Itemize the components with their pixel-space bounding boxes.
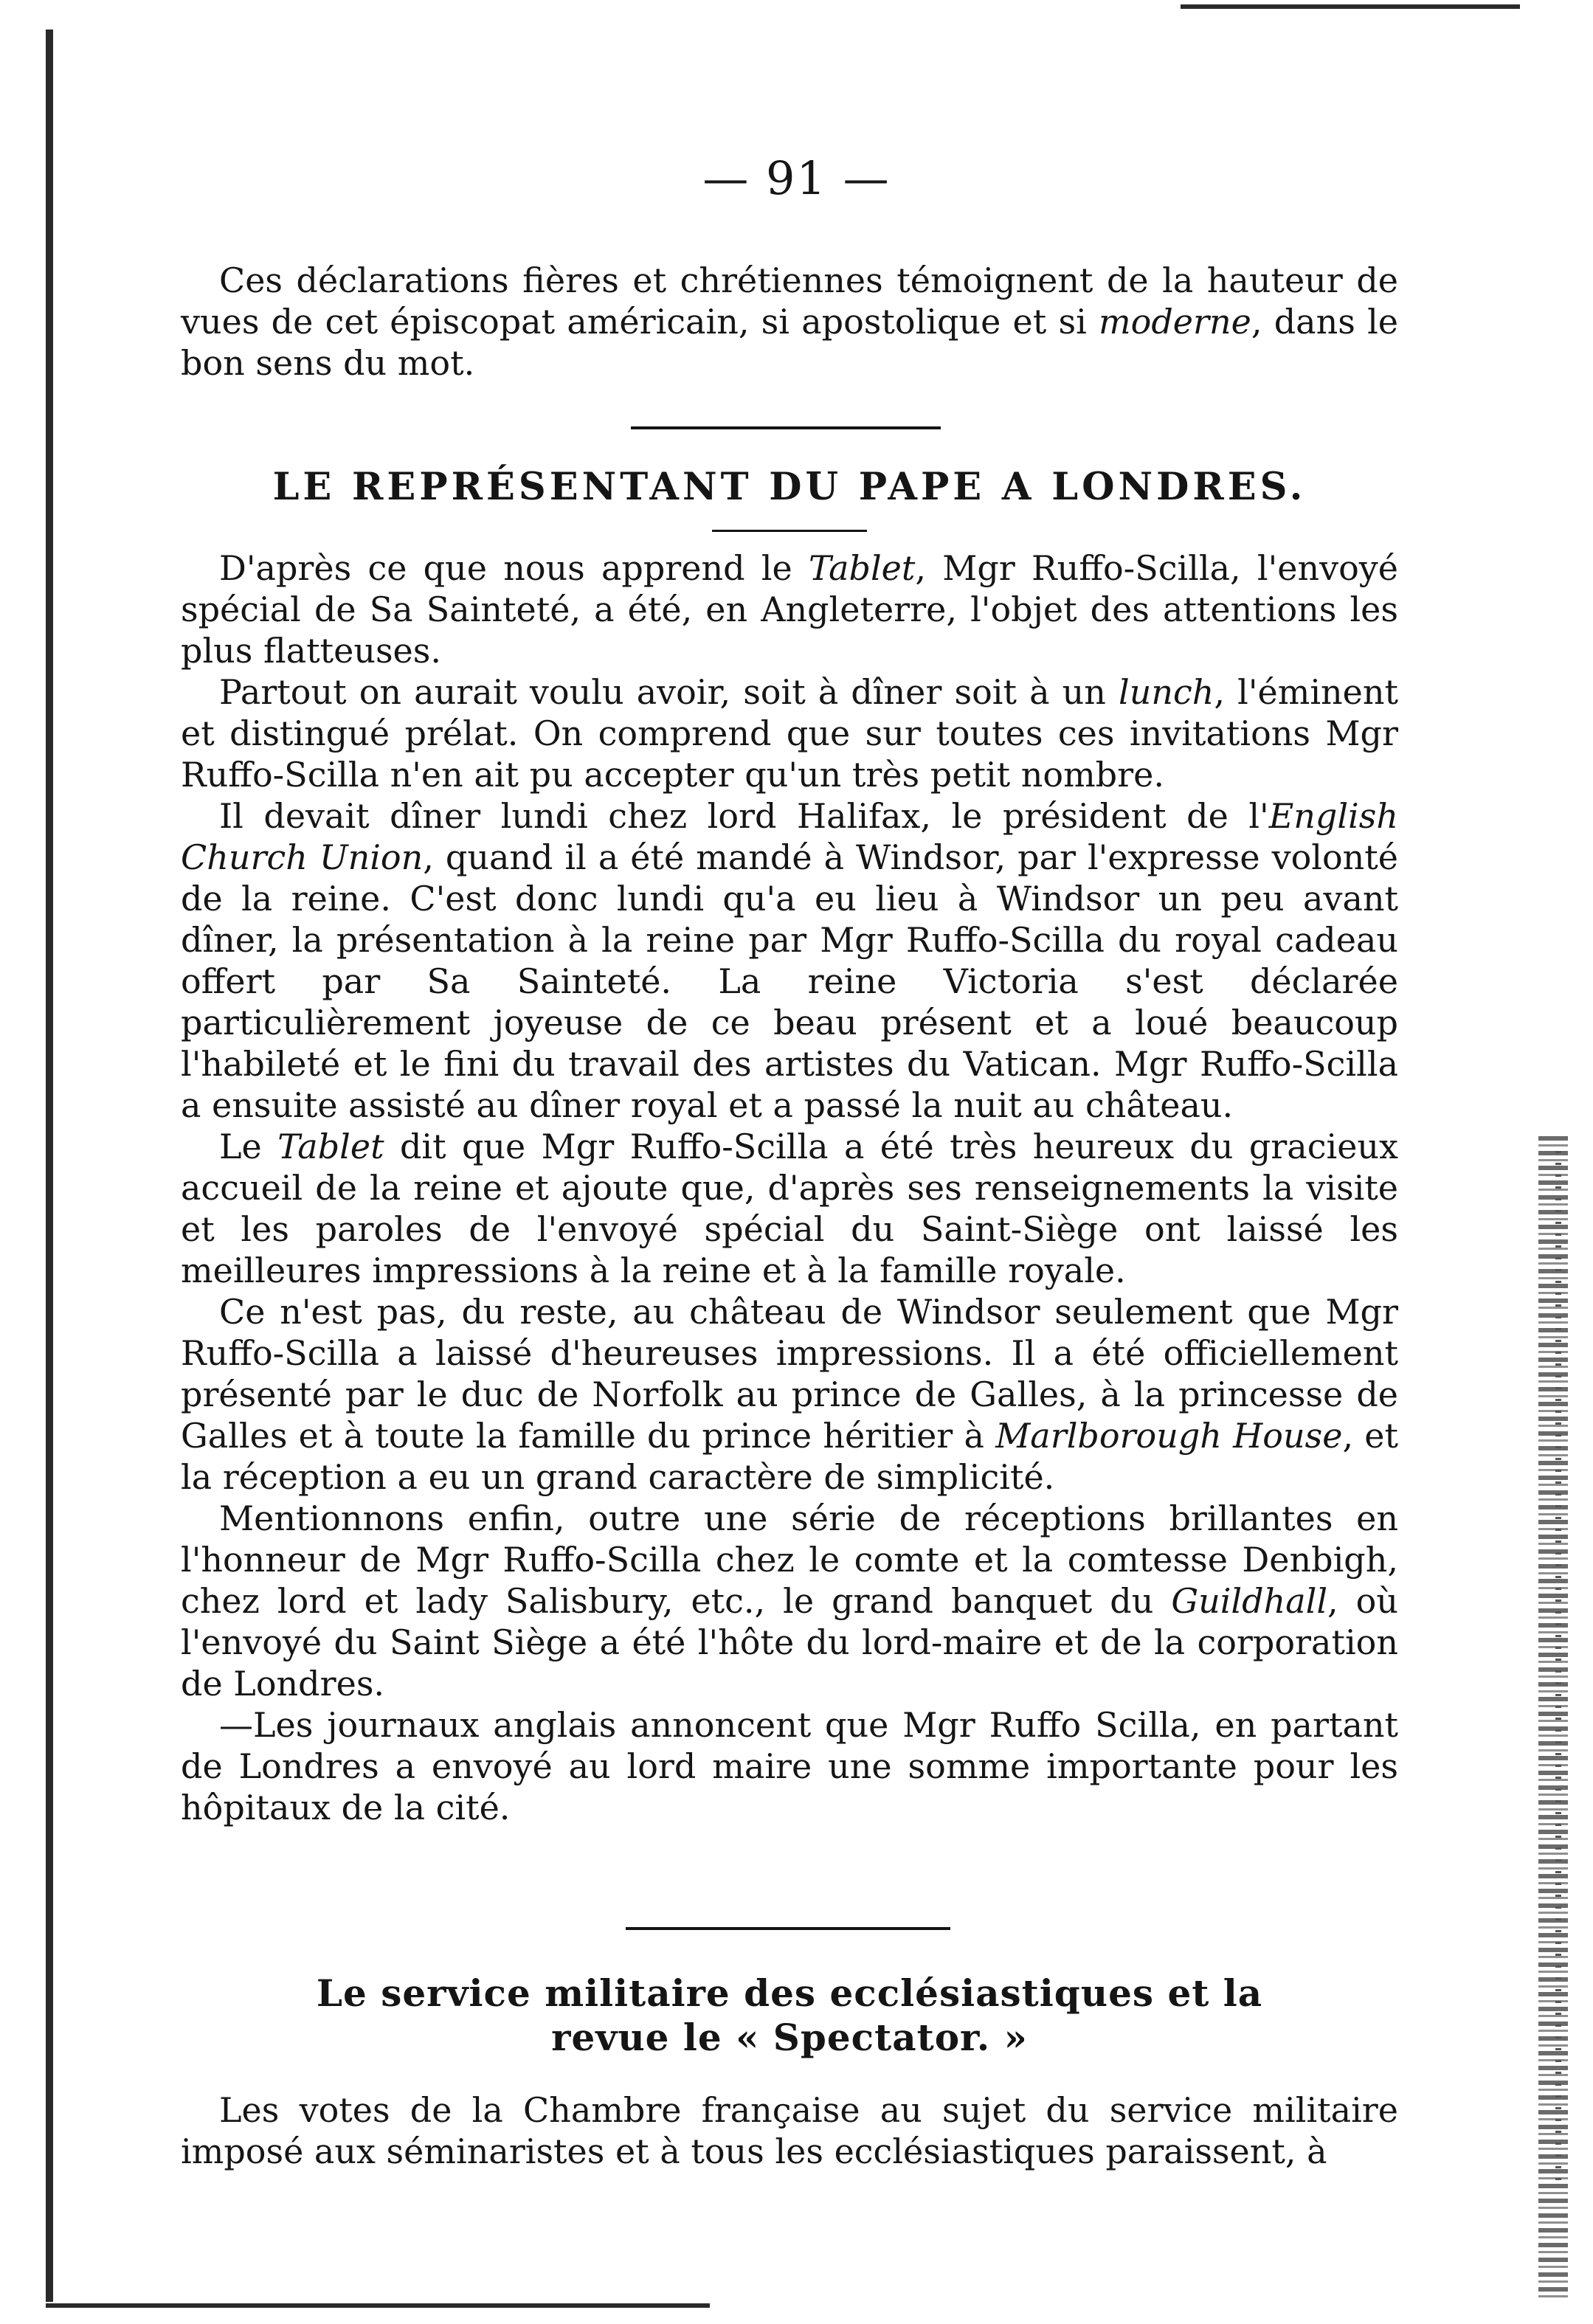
section2-body: [181, 2089, 1398, 2172]
intro-text-2: , dans le bon sens du mot.: [181, 302, 1399, 383]
scan-left-edge: [46, 30, 53, 2302]
section2-paragraph-1: Les votes de la Chambre française au sujet du service militaire imposé aux séminaristes et à tous les ecclésiastiques paraissent, à: [181, 2090, 1398, 2171]
section1-paragraph-3: Il devait dîner lundi chez lord Halifax, le président de l'English Church Union, quand il a été mandé à Windsor, par l'expresse volonté de la reine. C'est donc lundi qu'a eu lieu à Windsor un peu avant dîner, la présentation à la reine par Mgr Ruffo-Scilla du royal cadeau offert par Sa Sainteté. La reine Victoria s'est déclarée particulièrement joyeuse de ce beau présent et a loué beaucoup l'habileté et le fini du travail des artistes du Vatican. Mgr Ruffo-Scilla a ensuite assisté au dîner royal et a passé la nuit au château.: [181, 796, 1399, 1125]
scan-right-edge-dots: [1555, 1151, 1561, 2184]
page-number: — 91 —: [702, 151, 891, 205]
section1-paragraph-2: Partout on aurait voulu avoir, soit à dîner soit à un lunch, l'éminent et distingué prélat. On comprend que sur toutes ces invitations Mgr Ruffo-Scilla n'en ait pu accepter qu'un très petit nombre.: [181, 672, 1399, 795]
section1-body: [181, 547, 1398, 1828]
section1-paragraph-1: D'après ce que nous apprend le Tablet, Mgr Ruffo-Scilla, l'envoyé spécial de Sa Sainteté, a été, en Angleterre, l'objet des attentions les plus flatteuses.: [181, 548, 1398, 671]
italic-english-church-union: English Church Union: [181, 796, 1398, 877]
section2-title-line-1: Le service militaire des ecclésiastiques et la: [316, 1971, 1263, 2015]
italic-tablet: Tablet: [808, 548, 916, 588]
scan-top-edge: [1181, 4, 1520, 9]
section1-paragraph-4: Le Tablet dit que Mgr Ruffo-Scilla a été très heureux du gracieux accueil de la reine et ajoute que, d'après ses renseignements la visite et les paroles de l'envoyé spécial du Saint-Siège ont laissé les meilleures impressions à la reine et à la famille royale.: [181, 1127, 1398, 1290]
section1-paragraph-7: —Les journaux anglais annoncent que Mgr Ruffo Scilla, en partant de Londres a envoyé au lord maire une somme importante pour les hôpitaux de la cité.: [181, 1705, 1398, 1827]
section1-title: LE REPRÉSENTANT DU PAPE A LONDRES.: [272, 465, 1307, 509]
intro-text-1: Ces déclarations fières et chrétiennes témoignent de la hauteur de vues de cet épiscopat américain, si apostolique et si: [181, 260, 1398, 342]
intro-paragraph: [181, 260, 1398, 384]
italic-marlborough-house: Marlborough House: [995, 1416, 1343, 1456]
section2-title-line-2: revue le « Spectator. »: [551, 2016, 1028, 2059]
italic-tablet-2: Tablet: [277, 1127, 384, 1166]
section2-title: [181, 1971, 1398, 2060]
scan-right-edge-noise: [1538, 1136, 1568, 2302]
italic-lunch: lunch: [1119, 672, 1214, 712]
scan-bottom-edge: [46, 2303, 710, 2308]
section1-paragraph-6: Mentionnons enfin, outre une série de réceptions brillantes en l'honneur de Mgr Ruffo-Scilla chez le comte et la comtesse Denbigh, chez lord et lady Salisbury, etc., le grand banquet du Guildhall, où l'envoyé du Saint Siège a été l'hôte du lord-maire et de la corporation de Londres.: [181, 1498, 1398, 1704]
intro-italic: moderne: [1099, 302, 1251, 342]
section-divider-2: [626, 1927, 950, 1930]
section1-paragraph-5: Ce n'est pas, du reste, au château de Windsor seulement que Mgr Ruffo-Scilla a laissé d'heureuses impressions. Il a été officiellement présenté par le duc de Norfolk au prince de Galles, à la princesse de Galles et à toute la famille du prince héritier à Marlborough House, et la réception a eu un grand caractère de simplicité.: [181, 1292, 1399, 1497]
section-divider-1: [631, 426, 941, 429]
title-underline-1: [712, 530, 867, 532]
italic-guildhall: Guildhall: [1171, 1581, 1328, 1621]
